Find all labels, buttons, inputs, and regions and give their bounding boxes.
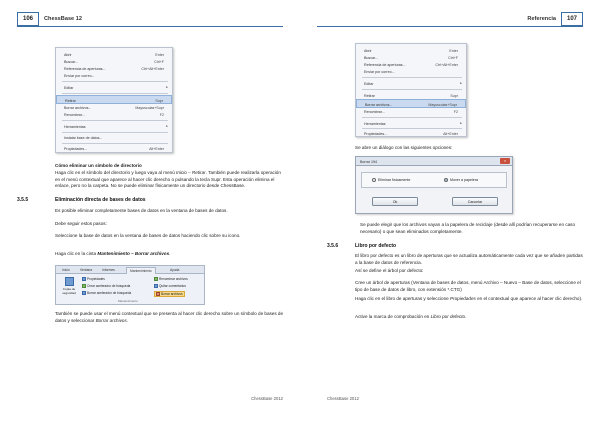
menu-item-abrir[interactable]: Abrir Enter bbox=[64, 52, 164, 57]
radio-move-to-trash[interactable]: Mover a papelera bbox=[444, 178, 478, 182]
section-paragraph: También se puede usar el menú contextual que se presenta al hacer clic derecho sobre un símbolo de bases de datos y seleccionar Borrar archivos. bbox=[55, 311, 284, 323]
menu-item-renombrar[interactable]: Renombrar... F2 bbox=[64, 112, 164, 117]
right-running-header bbox=[317, 17, 583, 27]
menu-item-abrir[interactable]: Abrir Enter bbox=[364, 48, 458, 53]
menu-separator bbox=[62, 120, 168, 121]
submenu-arrow-icon: ▸ bbox=[460, 81, 462, 85]
menu-item-enviar[interactable]: Enviar por correo... bbox=[364, 69, 395, 74]
delete-dialog-screenshot bbox=[355, 156, 513, 214]
ribbon-screenshot bbox=[55, 265, 205, 305]
close-icon[interactable]: × bbox=[500, 158, 510, 164]
left-header-title: ChessBase 12 bbox=[44, 16, 82, 22]
menu-item-renombrar[interactable]: Renombrar... F2 bbox=[364, 109, 458, 114]
delete-icon bbox=[156, 292, 160, 296]
section-paragraph: Cree un árbol de aperturas (Ventana de bases de datos, menú Archivo – Nuevo – Base de datos, seleccione el tipo de base de datos de libro, con extensión *.CTG) bbox=[355, 280, 581, 292]
left-footer: ChessBase 2012 bbox=[251, 396, 283, 401]
menu-item-enviar[interactable]: Enviar por correo... bbox=[64, 73, 95, 78]
cancel-button[interactable]: Cancelar bbox=[452, 197, 498, 206]
menu-item-retirar[interactable]: Retirar Supr bbox=[56, 95, 172, 104]
section-title: Libro por defecto bbox=[355, 243, 397, 249]
comments-icon bbox=[154, 284, 158, 288]
block1-text: Haga clic en el símbolo del directorio y luego vaya al menú Inicio – Retirar. También puede realizarla operación en el menú contextual que aparece al hacer clic derecho o pulsando la tecla Supr. Esta operación elimina el enlace, pero no la carpeta. No se puede eliminar físicamente un directorio desde ChessBase. bbox=[55, 170, 281, 189]
menu-separator bbox=[362, 77, 462, 78]
accelerator-icon bbox=[82, 291, 86, 295]
menu-item-borrar-archivos[interactable]: Borrar archivos... Mayusculas+Supr bbox=[64, 105, 164, 110]
right-page-number: 107 bbox=[561, 12, 583, 26]
accelerator-icon bbox=[82, 284, 86, 288]
menu-item-herramientas[interactable]: Herramientas ▸ bbox=[64, 124, 168, 129]
section-paragraph: El libro por defecto es un libro de aperturas que se actualiza automáticamente cada vez que se añaden partidas a la base de datos de referencia. bbox=[355, 253, 583, 265]
delete-accelerator-button[interactable]: Borrar acelerador de búsqueda bbox=[82, 291, 131, 295]
radio-unchecked-icon bbox=[372, 178, 376, 182]
section-paragraph: Haga clic en el libro de aperturas y seleccione Propiedades en el contextual que aparece al hacer clic derecho). bbox=[355, 296, 583, 301]
menu-item-borrar-archivos[interactable]: Borrar archivos... Mayusculas+Supr bbox=[356, 99, 466, 108]
submenu-arrow-icon: ▸ bbox=[166, 85, 168, 89]
menu-item-referencia[interactable]: Referencia de aperturas... Ctrl+Alt+Enter bbox=[64, 66, 164, 71]
dialog-intro: Se abre un diálogo con las siguientes opciones: bbox=[355, 145, 453, 150]
menu-separator bbox=[362, 117, 462, 118]
section-paragraph: Es posible eliminar completamente bases de datos en la ventana de bases de datos. bbox=[55, 208, 228, 213]
block1-heading: Cómo eliminar un símbolo de directorio bbox=[55, 163, 142, 168]
menu-item-referencia[interactable]: Referencia de aperturas... Ctrl+Alt+Enter bbox=[364, 62, 458, 67]
section-paragraph: Haga clic en la cinta Mantenimiento – Borrar archivos. bbox=[55, 251, 171, 256]
right-header-title: Referencia bbox=[527, 16, 556, 22]
radio-checked-icon bbox=[444, 178, 448, 182]
after-dialog-text: Se puede elegir que los archivos vayan a la papelera de reciclaje (desde allí podrían recuperarse en caso necesario) o que sean eliminados completamente. bbox=[360, 222, 576, 234]
menu-item-propiedades[interactable]: Propiedades... Alt+Enter bbox=[64, 146, 164, 151]
menu-separator bbox=[62, 93, 168, 94]
menu-item-herramientas[interactable]: Herramientas ▸ bbox=[364, 121, 462, 126]
ok-button[interactable]: Ok bbox=[372, 197, 418, 206]
checkbox-path: Libro por defecto bbox=[430, 314, 466, 319]
section-title: Eliminación directa de bases de datos bbox=[55, 197, 146, 203]
backup-icon bbox=[65, 277, 74, 286]
remove-comments-button[interactable]: Quitar comentarios bbox=[154, 284, 186, 288]
section-number: 3.5.6 bbox=[327, 243, 339, 249]
context-menu-screenshot bbox=[55, 47, 173, 153]
backup-button[interactable]: Copia de seguridad bbox=[60, 277, 78, 299]
menu-item-buscar[interactable]: Buscar... Ctrl+F bbox=[364, 55, 458, 60]
rename-icon bbox=[154, 277, 158, 281]
properties-icon bbox=[82, 277, 86, 281]
section-paragraph: Debe seguir estos pasos: bbox=[55, 221, 107, 226]
section-paragraph: Active la marca de comprobación en Libro por defecto. bbox=[355, 314, 467, 319]
dialog-title: Borrar 194 bbox=[360, 159, 377, 164]
context-menu-screenshot bbox=[355, 43, 467, 137]
menu-item-editar[interactable]: Editar ▸ bbox=[364, 81, 462, 86]
ribbon-tab-mantenimiento[interactable]: Mantenimiento bbox=[126, 267, 156, 275]
radio-physical-delete[interactable]: Eliminar físicamente bbox=[372, 178, 410, 182]
submenu-arrow-icon: ▸ bbox=[166, 124, 168, 128]
dialog-titlebar bbox=[356, 157, 512, 166]
menu-item-propiedades[interactable]: Propiedades... Alt+Enter bbox=[364, 131, 458, 136]
menu-path: Inicio – Retirar bbox=[176, 170, 206, 175]
ribbon-tab-inicio[interactable]: Inicio bbox=[62, 268, 70, 272]
menu-item-buscar[interactable]: Buscar... Ctrl+F bbox=[64, 59, 164, 64]
rename-files-button[interactable]: Renombrar archivos bbox=[154, 277, 188, 281]
ribbon-tab-ventana[interactable]: Ventana bbox=[80, 268, 93, 272]
ribbon-path: Mantenimiento – Borrar archivos bbox=[97, 251, 170, 256]
section-number: 3.5.5 bbox=[17, 197, 29, 203]
submenu-arrow-icon: ▸ bbox=[460, 121, 462, 125]
ribbon-tabs bbox=[56, 266, 204, 274]
ribbon-group-label: Mantenimiento bbox=[118, 299, 138, 303]
menu-separator bbox=[362, 89, 462, 90]
dialog-options bbox=[361, 172, 507, 188]
ribbon-tab-informes[interactable]: Informes bbox=[102, 268, 115, 272]
menu-separator bbox=[62, 81, 168, 82]
section-paragraph: Seleccione la base de datos en la ventana de bases de datos haciendo clic sobre su icono. bbox=[55, 233, 241, 238]
ribbon-tab-ayuda[interactable]: Ayuda bbox=[170, 268, 180, 272]
menu-item-editar[interactable]: Editar ▸ bbox=[64, 85, 168, 90]
menu-item-retirar[interactable]: Retirar Supr bbox=[364, 93, 458, 98]
left-page-number: 106 bbox=[17, 12, 39, 26]
menu-path: Propiedades bbox=[450, 296, 476, 301]
section-paragraph: Así se define el árbol por defecto: bbox=[355, 268, 424, 273]
right-footer: ChessBase 2012 bbox=[327, 396, 359, 401]
create-accelerator-button[interactable]: Crear acelerador de búsqueda bbox=[82, 284, 130, 288]
menu-path: Borrar archivos bbox=[95, 317, 127, 323]
left-running-header bbox=[17, 17, 283, 27]
menu-item-instalar[interactable]: Instalar base de datos... bbox=[64, 135, 103, 140]
delete-files-button[interactable]: Borrar archivos bbox=[154, 291, 185, 297]
properties-button[interactable]: Propiedades bbox=[82, 277, 105, 281]
